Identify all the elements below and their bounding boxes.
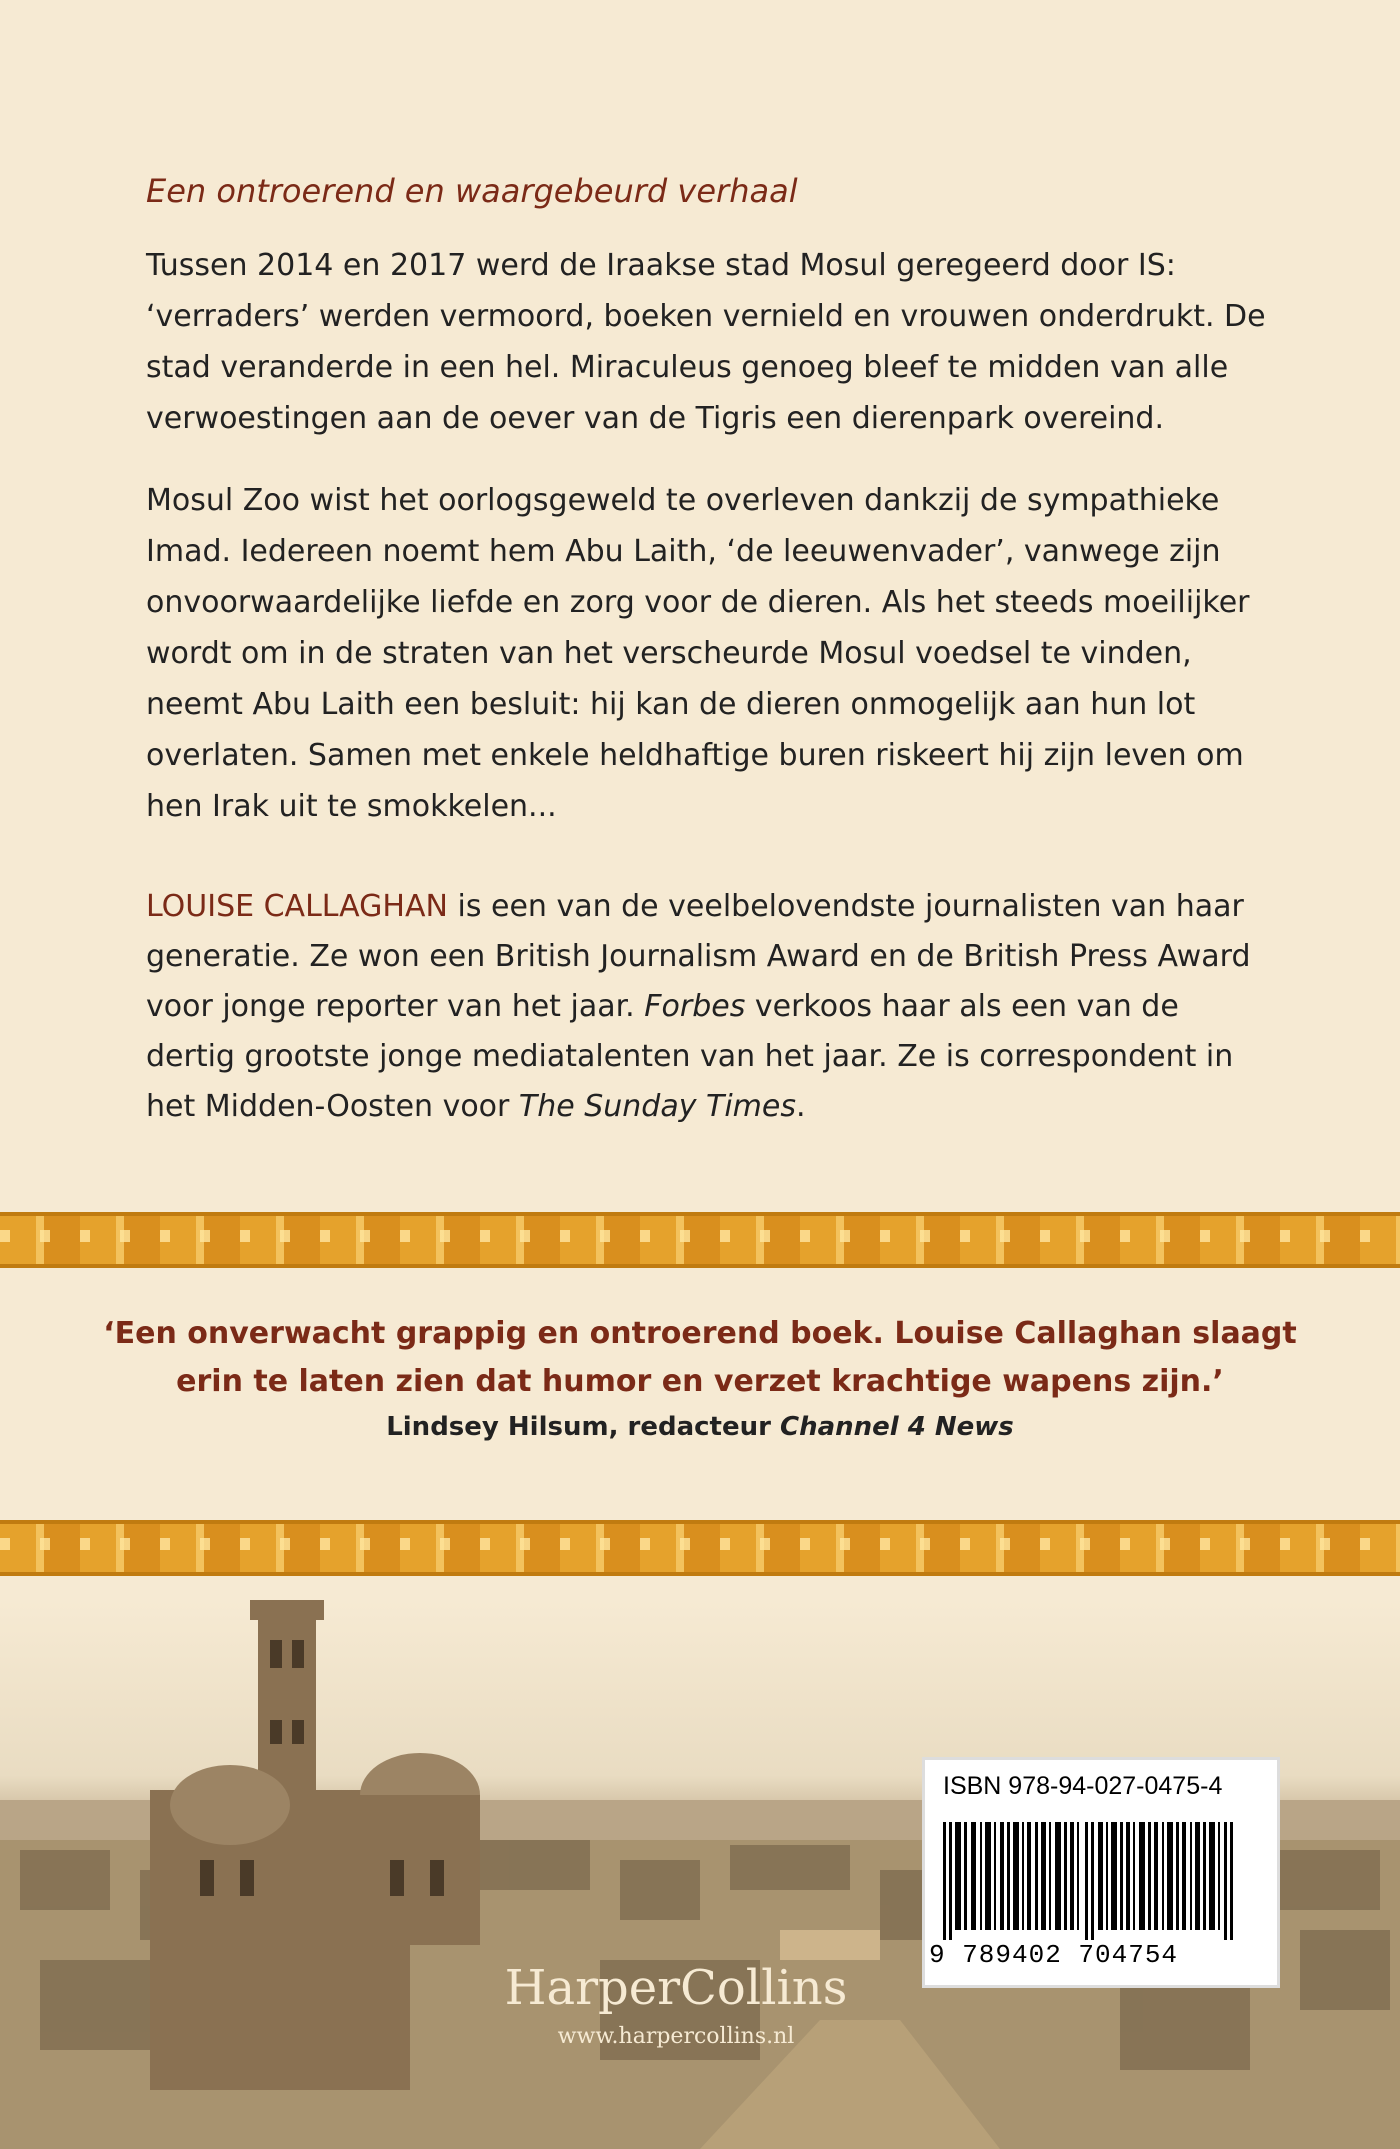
publisher-website: www.harpercollins.nl	[557, 2024, 795, 2049]
barcode-number: 9 789402 704754	[929, 1940, 1179, 1970]
forbes-title: Forbes	[644, 989, 746, 1024]
barcode-bars	[943, 1822, 1243, 1940]
blurb-text: Mosul Zoo wist het oorlogsgeweld te overleven dankzij de sympathieke Imad. Iedereen noemt hem Abu Laith, ‘de leeuwenvader’, vanwege zijn onvoorwaardelijke liefde en zorg voor de dieren. Als het steeds moeilijker wordt om in de straten van het verscheurde Mosul voedsel te vinden, neemt Abu Laith een besluit: hij kan de dieren onmogelijk aan hun lot overlaten. Samen met enkele heldhaftige buren riskeert hij zijn leven om hen Irak uit te smokkelen...	[146, 483, 1250, 824]
blurb-paragraph-1	[146, 240, 1266, 468]
author-bio	[146, 882, 1266, 1132]
newspaper-title: The Sunday Times	[518, 1089, 796, 1124]
author-name: LOUISE CALLAGHAN	[146, 889, 448, 924]
bio-text: verkoos haar als een van de dertig grootste jonge mediatalenten van het jaar. Ze is correspondent in het Midden-Oosten voor	[146, 989, 1234, 1124]
blurb-text: Tussen 2014 en 2017 werd de Iraakse stad Mosul geregeerd door IS: ‘verraders’ werden vermoord, boeken vernield en vrouwen onderdrukt. De stad veranderde in een hel. Miraculeus genoeg bleef te midden van alle verwoestingen aan de oever van de Tigris een dierenpark overeind.	[146, 248, 1266, 436]
blurb-paragraph-2	[146, 475, 1266, 856]
isbn-barcode	[922, 1757, 1280, 1988]
publisher-logo: HarperCollins	[504, 1960, 848, 2016]
tagline: Een ontroerend en waargebeurd verhaal	[146, 172, 798, 210]
ornamental-band-top	[0, 1212, 1400, 1268]
reviewer: Lindsey Hilsum, redacteur	[386, 1412, 780, 1442]
outlet: Channel 4 News	[779, 1412, 1014, 1442]
review-quote: ‘Een onverwacht grappig en ontroerend boek. Louise Callaghan slaagt erin te laten zien dat humor en verzet krachtige wapens zijn.’	[103, 1316, 1297, 1399]
ornamental-band-bottom	[0, 1520, 1400, 1576]
quote-attribution	[100, 1412, 1300, 1442]
isbn-label: ISBN 978-94-027-0475-4	[943, 1772, 1223, 1800]
bio-text: .	[796, 1089, 806, 1124]
bio-text: is een van de veelbelovendste journalisten van haar generatie. Ze won een British Journalism Award en de British Press Award voor jonge reporter van het jaar.	[146, 889, 1251, 1024]
